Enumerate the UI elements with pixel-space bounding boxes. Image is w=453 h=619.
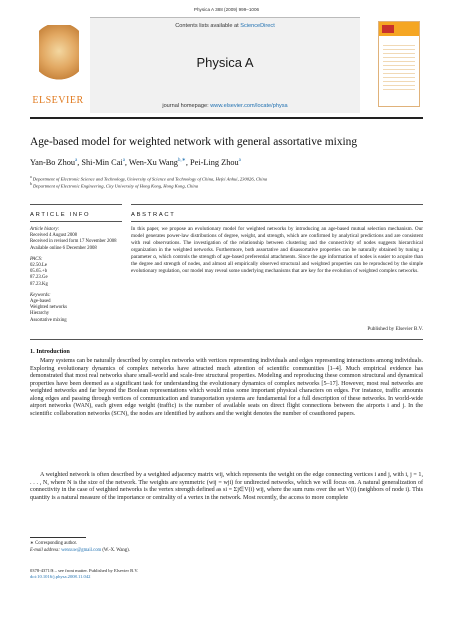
author-name[interactable]: Shi-Min Cai <box>81 157 123 167</box>
article-info-rule <box>30 204 122 205</box>
journal-homepage-link[interactable]: www.elsevier.com/locate/physa <box>210 103 288 109</box>
section-rule <box>30 339 423 340</box>
section-heading: 1. Introduction <box>30 348 70 355</box>
homepage-line: journal homepage: www.elsevier.com/locate/physa <box>162 103 288 109</box>
abstract-rule <box>131 204 423 205</box>
author-email-link[interactable]: wenxuw@gmail.com <box>61 548 102 553</box>
elsevier-wordmark: ELSEVIER <box>32 95 84 106</box>
journal-citation: Physica A 388 (2009) 999–1006 <box>193 7 260 12</box>
article-info-rule-lower <box>30 221 122 222</box>
article-history: Article history: Received 4 August 2008 Received in revised form 17 November 2008 Available online 6 December 2008 PACS: 02.50.Le 05.65.+b 87.23.Ge 87.23.Kg Keywords: Age-based Weighted networks Hierarchy Assortative mixing <box>30 227 122 324</box>
journal-cover-thumbnail[interactable] <box>378 21 420 107</box>
masthead-rule <box>30 117 423 119</box>
journal-masthead <box>30 17 423 113</box>
email-note: E-mail address: wenxuw@gmail.com (W.-X. Wang). <box>30 548 130 553</box>
author-name[interactable]: Wen-Xu Wang <box>128 157 178 167</box>
affiliation: $^b$ Department of Electronic Engineering, City University of Hong Kong, Hong Kong, China <box>30 182 199 189</box>
abstract-rule-lower <box>131 221 423 222</box>
keyword: Hierarchy <box>30 311 50 317</box>
journal-title: Physica A <box>196 55 254 70</box>
sciencedirect-link[interactable]: ScienceDirect <box>240 23 275 29</box>
keyword: Age-based <box>30 299 51 305</box>
corresponding-author-note: ∗ Corresponding author. <box>30 541 78 546</box>
masthead-banner <box>90 17 360 113</box>
author-name[interactable]: Pei-Ling Zhou <box>190 157 239 167</box>
doi-link[interactable]: doi:10.1016/j.physa.2008.11.042 <box>30 574 91 579</box>
contents-line: Contents lists available at ScienceDirect <box>175 23 275 29</box>
intro-paragraph: Many systems can be naturally described by complex networks with vertices representing individuals and edges representing interactions among individuals. Exploring evolutionary dynamics of complex networks have attracted much attention of scientific communities [1–4]. Much empirical evidence has demonstrated that most real networks share small-world and scale-free structural properties. Modeling and reproducing these common structural and dynamical properties have been deemed as a significant task for understanding the evolutionary dynamics of complex networks [5–17]. However, most real networks are weighted networks and far beyond the Boolean representations which would miss some important physical characters on edges. For instance, traffic amounts along edges and passing through vertices of communication and transportation systems are fundamental for a full description of these networks. In world-wide airport networks (WAN), each given edge weight (traffic) is the number of available seats on direct flight connections between the airports i and j. In the scientific collaboration networks (SCN), the nodes are identified by authors and the weight denotes the number of coauthored papers. <box>30 358 423 417</box>
intro-paragraph: A weighted network is often described by a weighted adjacency matrix wij, which represents the weight on the edge connecting vertices i and j, with i, j = 1, . . . , N, where N is the size of the network. The weights are symmetric (wij = wji) for undirected networks, which we will focus on. A natural generalization of connectivity in the case of weighted networks is the vertex strength defined as si = Σj∈V(i) wij, where the sum runs over the set V(i) (neighbors of node i). This quantity is a natural measure of the importance or centrality of a vertex in the network. Most recently, the access to more complete <box>30 472 423 501</box>
issn-block: 0378-4371/$ – see front matter. Published by Elsevier B.V. doi:10.1016/j.physa.2008.11.042 <box>30 568 423 580</box>
article-title: Age-based model for weighted network with general assortative mixing <box>30 136 358 148</box>
abstract-label: ABSTRACT <box>131 212 176 218</box>
keyword: Weighted networks <box>30 305 68 311</box>
author-name[interactable]: Yan-Bo Zhou <box>30 157 76 167</box>
author-list: Yan-Bo Zhou$^a$, Shi-Min Cai$^a$, Wen-Xu Wang$^{b,∗}$, Pei-Ling Zhou$^a$ <box>30 157 241 167</box>
abstract-credit: Published by Elsevier B.V. <box>367 326 423 332</box>
footnote-rule <box>30 537 86 538</box>
article-info-label: ARTICLE INFO <box>30 212 91 218</box>
abstract-text: In this paper, we propose an evolutionary model for weighted networks by introducing an age-based mutual selection mechanism. Our model generates power-law distributions of degree, weight, and strength, which are confirmed by analytical predictions and are consistent with real observations. The investigation of the relationship between clustering and the connectivity of nodes suggests hierarchical organization in the weighted networks. Furthermore, both assortative and disassortative properties can be naturally obtained by tuning a parameter α, which controls the strength of age-based preferential attachments. Since the age information of nodes is easier to acquire than the degree and strength of nodes, and almost all empirically observed structural and weighted properties can be reproduced by the simple evolutionary regulation, our model may reveal some underlying mechanisms that are key for the evolution of weighted complex networks. <box>131 226 423 275</box>
elsevier-tree-icon <box>39 25 79 83</box>
affiliation: $^a$ Department of Electronic Science and Technology, University of Science and Technology of China, Hefei Anhui, 230026, China <box>30 175 268 182</box>
keyword: Assortative mixing <box>30 317 67 323</box>
elsevier-logo[interactable] <box>30 19 86 109</box>
